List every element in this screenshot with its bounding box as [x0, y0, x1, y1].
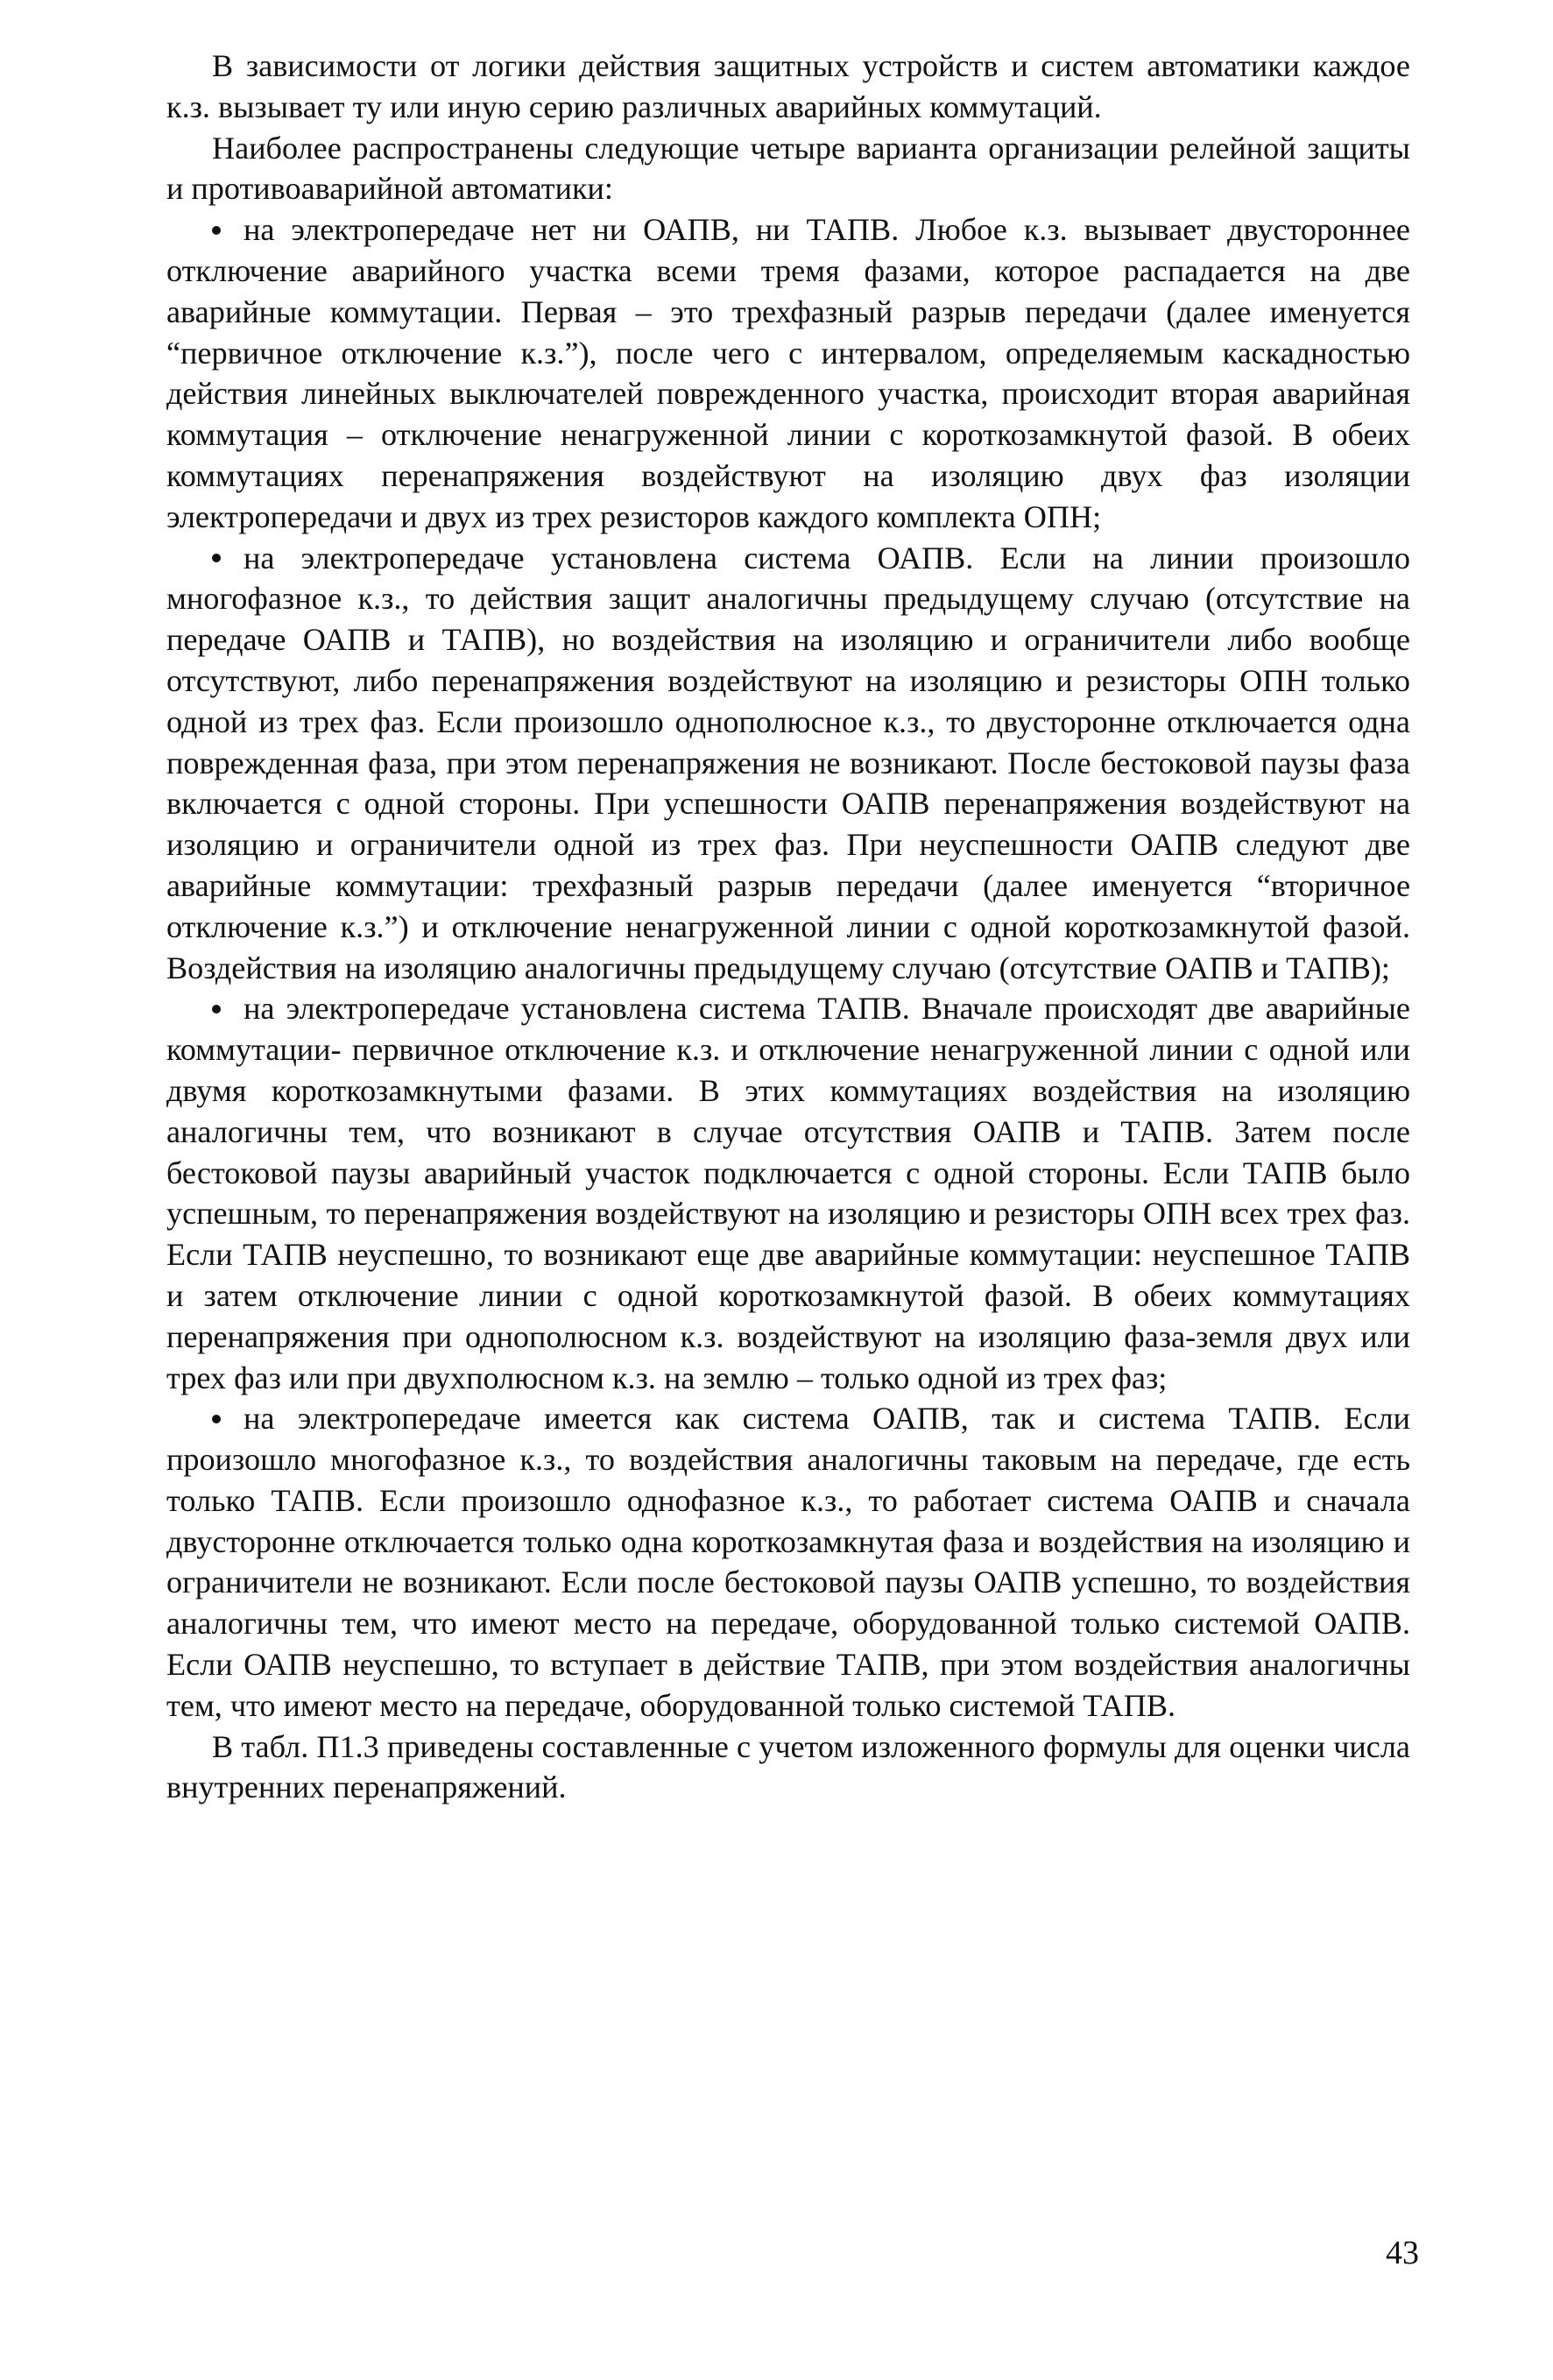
bullet-item-oapv: [166, 538, 1410, 989]
bullet-text: на электропередаче установлена система ОАПВ. Если на линии произошло многофазное к.з., то действия защит аналогичны предыдущему случаю (отсутствие на передаче ОАПВ и ТАПВ), но воздействия на изоляцию и ограничители либо вообще отсутствуют, либо перенапряжения воздействуют на изоляцию и резисторы ОПН только одной из трех фаз. Если произошло однополюсное к.з., то двусторонне отключается одна поврежденная фаза, при этом перенапряжения не возникают. После бестоковой паузы фаза включается с одной стороны. При успешности ОАПВ перенапряжения воздействуют на изоляцию и ограничители одной из трех фаз. При неуспешности ОАПВ следуют две аварийные коммутации: трехфазный разрыв передачи (далее именуется “вторичное отключение к.з.”) и отключение ненагруженной линии с одной короткозамкнутой фазой. Воздействия на изоляцию аналогичны предыдущему случаю (отсутствие ОАПВ и ТАПВ);: [166, 540, 1410, 985]
bullet-item-tapv: [166, 988, 1410, 1398]
paragraph-intro: В зависимости от логики действия защитных устройств и систем автоматики каждое к.з. вызывает ту или иную серию различных аварийных коммутаций.: [166, 48, 1410, 124]
paragraph-variants-intro: Наиболее распространены следующие четыре варианта организации релейной защиты и противоаварийной автоматики:: [166, 130, 1410, 207]
bullet-icon: [212, 209, 228, 251]
bullet-text: на электропередаче установлена система ТАПВ. Вначале происходят две аварийные коммутации- первичное отключение к.з. и отключение ненагруженной линии с одной или двумя короткозамкнутыми фазами. В этих коммутациях воздействия на изоляцию аналогичны тем, что возникают в случае отсутствия ОАПВ и ТАПВ. Затем после бестоковой паузы аварийный участок подключается с одной стороны. Если ТАПВ было успешным, то перенапряжения воздействуют на изоляцию и резисторы ОПН всех трех фаз. Если ТАПВ неуспешно, то возникают еще две аварийные коммутации: неуспешное ТАПВ и затем отключение линии с одной короткозамкнутой фазой. В обеих коммутациях перенапряжения при однополюсном к.з. воздействуют на изоляцию фаза-земля двух или трех фаз или при двухполюсном к.з. на землю – только одной из трех фаз;: [166, 991, 1410, 1395]
bullet-icon: [212, 538, 228, 579]
bullet-item-no-oapv-tapv: [166, 209, 1410, 537]
paragraph-closing: В табл. П1.3 приведены составленные с учетом изложенного формулы для оценки числа внутренних перенапряжений.: [166, 1728, 1410, 1805]
bullet-text: на электропередаче имеется как система ОАПВ, так и система ТАПВ. Если произошло многофазное к.з., то воздействия аналогичны таковым на передаче, где есть только ТАПВ. Если произошло однофазное к.з., то работает система ОАПВ и сначала двусторонне отключается только одна короткозамкнутая фаза и воздействия на изоляцию и ограничители не возникают. Если после бестоковой паузы ОАПВ успешно, то воздействия аналогичны тем, что имеют место на передаче, оборудованной только системой ОАПВ. Если ОАПВ неуспешно, то вступает в действие ТАПВ, при этом воздействия аналогичны тем, что имеют место на передаче, оборудованной только системой ТАПВ.: [166, 1401, 1410, 1723]
bullet-icon: [212, 1398, 228, 1439]
bullet-text: на электропередаче нет ни ОАПВ, ни ТАПВ. Любое к.з. вызывает двустороннее отключение аварийного участка всеми тремя фазами, которое распадается на две аварийные коммутации. Первая – это трехфазный разрыв передачи (далее именуется “первичное отключение к.з.”), после чего с интервалом, определяемым каскадностью действия линейных выключателей поврежденного участка, происходит вторая аварийная коммутация – отключение ненагруженной линии с короткозамкнутой фазой. В обеих коммутациях перенапряжения воздействуют на изоляцию двух фаз изоляции электропередачи и двух из трех резисторов каждого комплекта ОПН;: [166, 212, 1410, 534]
bullet-icon: [212, 988, 228, 1029]
page-body: [166, 46, 1410, 1808]
page-number: 43: [1386, 2235, 1419, 2271]
bullet-item-oapv-and-tapv: [166, 1398, 1410, 1726]
